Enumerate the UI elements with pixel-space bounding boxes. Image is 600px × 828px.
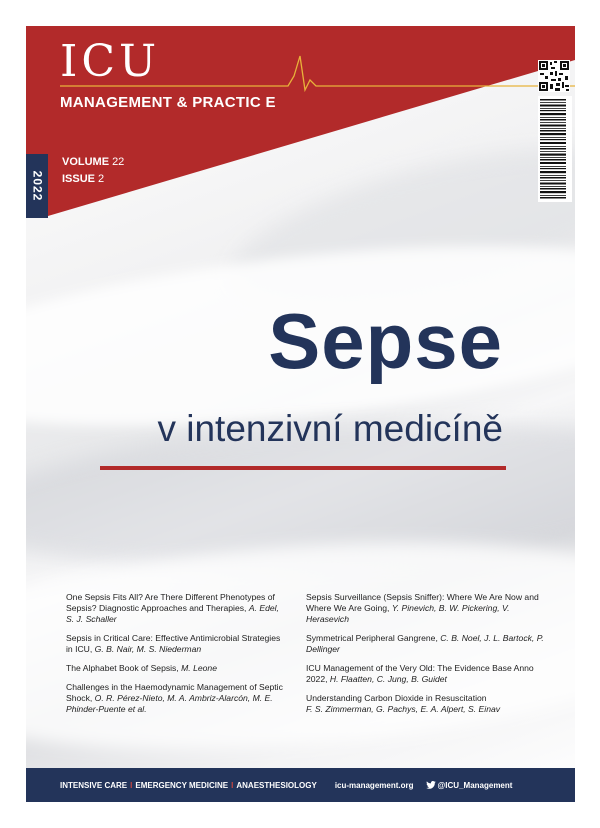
article-authors: O. R. Pérez-Nieto, M. A. Ambriz-Alarcón, M. E. Phinder-Puente et al.: [66, 693, 273, 714]
contents-entry[interactable]: [66, 682, 288, 715]
twitter-link[interactable]: [426, 781, 513, 790]
cover-title: Sepse: [268, 297, 503, 385]
contents-entry[interactable]: [306, 633, 546, 655]
twitter-handle: @ICU_Management: [437, 780, 513, 790]
article-authors: H. Flaatten, C. Jung, B. Guidet: [329, 674, 447, 684]
article-title: Symmetrical Peripheral Gangrene,: [306, 633, 438, 643]
twitter-bird-icon: [426, 781, 436, 789]
issue-label: ISSUE: [62, 173, 96, 185]
specialty-emergency-medicine: EMERGENCY MEDICINE: [135, 780, 229, 790]
article-title: Understanding Carbon Dioxide in Resuscitation: [306, 693, 487, 703]
issue-year: 2022: [30, 170, 45, 202]
website-link[interactable]: icu-management.org: [334, 780, 414, 790]
specialties: [60, 781, 317, 790]
volume-issue: [62, 154, 124, 188]
contents-entry[interactable]: [306, 592, 546, 625]
specialty-separator: I: [130, 780, 133, 790]
qr-code-icon: [538, 60, 570, 92]
article-title: Sepsis in Critical Care: Effective Antimicrobial Strategies in ICU,: [66, 633, 281, 654]
title-divider: [100, 466, 506, 470]
contents-entry[interactable]: [66, 663, 288, 674]
specialty-intensive-care: INTENSIVE CARE: [60, 780, 128, 790]
volume-number: 22: [112, 156, 125, 168]
barcode-icon: [538, 96, 572, 202]
footer-bar: [26, 768, 575, 802]
volume-label: VOLUME: [62, 156, 110, 168]
journal-subtitle: MANAGEMENT & PRACTIC E: [60, 94, 276, 111]
article-title: The Alphabet Book of Sepsis,: [66, 663, 179, 673]
cover-subtitle: v intenzivní medicíně: [157, 408, 503, 449]
article-authors: M. Leone: [181, 663, 217, 673]
contents-entry[interactable]: [306, 663, 546, 685]
article-title: One Sepsis Fits All? Are There Different Phenotypes of Sepsis? Diagnostic Approaches and Therapies,: [66, 592, 275, 613]
article-title: ICU Management of the Very Old: The Evidence Base Anno 2022,: [306, 663, 534, 684]
contents-entry[interactable]: [306, 693, 546, 715]
article-authors: F. S. Zimmerman, G. Pachys, E. A. Alpert, S. Einav: [306, 704, 501, 714]
article-title: Challenges in the Haemodynamic Management of Septic Shock,: [66, 682, 283, 703]
specialty-anaesthesiology: ANAESTHESIOLOGY: [236, 780, 317, 790]
contents-entry[interactable]: [66, 633, 288, 655]
article-authors: Y. Pinevich, B. W. Pickering, V. Herasevich: [306, 603, 510, 624]
article-authors: A. Edel, S. J. Schaller: [66, 603, 279, 624]
article-authors: G. B. Nair, M. S. Niederman: [94, 644, 202, 654]
contents-column-left: [66, 592, 288, 723]
article-title: Sepsis Surveillance (Sepsis Sniffer): Where We Are Now and Where We Are Going,: [306, 592, 539, 613]
issue-number: 2: [98, 173, 105, 185]
article-authors: C. B. Noel, J. L. Bartock, P. Dellinger: [306, 633, 544, 654]
journal-logo: ICU: [60, 36, 161, 87]
specialty-separator: I: [231, 780, 234, 790]
contents-column-right: [306, 592, 546, 723]
contents-entry[interactable]: [66, 592, 288, 625]
journal-cover: [26, 26, 575, 802]
